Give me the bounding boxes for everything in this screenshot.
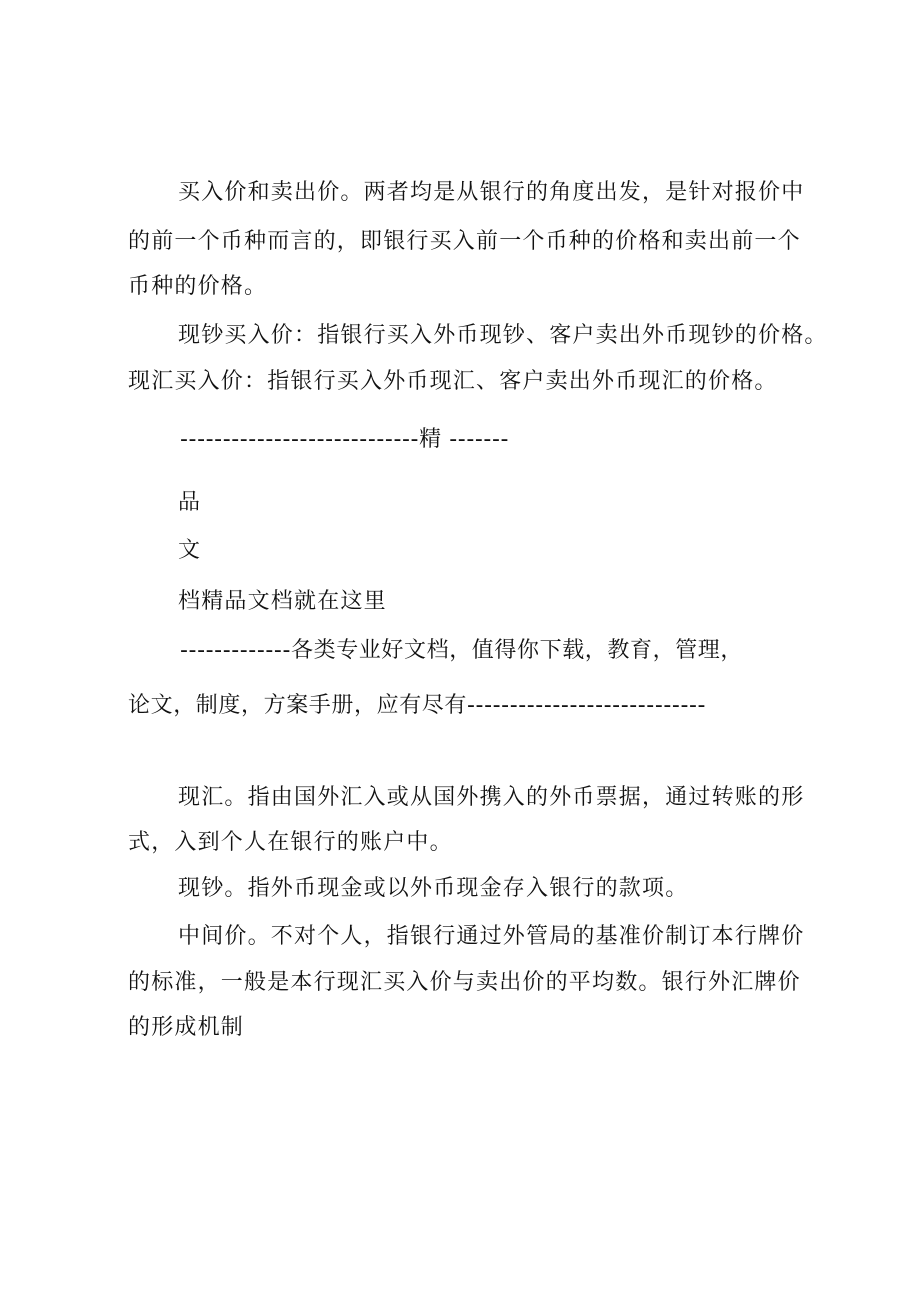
paragraph-middle-price-line-2: 的标准，一般是本行现汇买入价与卖出价的平均数。银行外汇牌价: [128, 970, 801, 995]
paragraph-cash-buy-price: 现钞买入价：指银行买入外币现钞、客户卖出外币现钞的价格。: [178, 323, 828, 348]
promo-description-line-2: 论文，制度，方案手册，应有尽有----------------------------: [128, 693, 707, 718]
paragraph-buy-sell-price-line-1: 买入价和卖出价。两者均是从银行的角度出发，是针对报价中: [178, 180, 805, 205]
paragraph-middle-price-line-3: 的形成机制: [128, 1015, 245, 1040]
promo-divider-line: ----------------------------精 -------: [180, 427, 510, 452]
promo-tagline: 档精品文档就在这里: [178, 589, 387, 614]
paragraph-cash: 现钞。指外币现金或以外币现金存入银行的款项。: [178, 876, 689, 901]
paragraph-buy-sell-price-line-2: 的前一个币种而言的，即银行买入前一个币种的价格和卖出前一个: [128, 229, 801, 254]
promo-description-line-1: -------------各类专业好文档，值得你下载，教育，管理，: [180, 638, 744, 663]
paragraph-spot-buy-price: 现汇买入价：指银行买入外币现汇、客户卖出外币现汇的价格。: [128, 369, 778, 394]
promo-char-wen: 文: [178, 538, 202, 563]
paragraph-buy-sell-price-line-3: 币种的价格。: [128, 274, 268, 299]
paragraph-middle-price-line-1: 中间价。不对个人，指银行通过外管局的基准价制订本行牌价: [178, 924, 805, 949]
paragraph-spot-exchange-line-1: 现汇。指由国外汇入或从国外携入的外币票据，通过转账的形: [178, 785, 805, 810]
promo-char-pin: 品: [178, 490, 202, 515]
paragraph-spot-exchange-line-2: 式，入到个人在银行的账户中。: [128, 830, 453, 855]
